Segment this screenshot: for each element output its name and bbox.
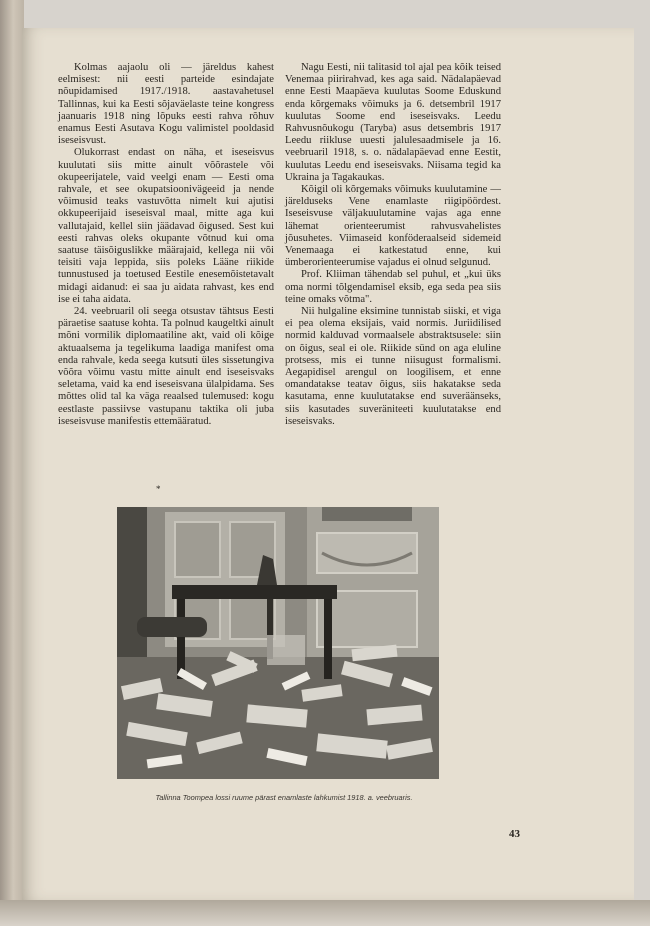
paragraph: Kolmas aajaolu oli — järeldus kahest eelmisest: nii eesti parteide esindajate nõupidamised 1917./1918. aastavahetusel Tallinnas, kui ka Eesti sõjaväelaste teine kongress jaanuaris 1918 ning lõpuks eesti rahva rõhuv enamus Eesti Asutava Kogu valimistel pooldasid iseseisvust. xyxy=(58,62,274,147)
paragraph: Prof. Kliiman tähendab sel puhul, et „kui üks oma normi tõlgendamisel eksib, ega seda pea siis teine omaks võtma". xyxy=(285,269,501,305)
right-text-column xyxy=(285,62,501,428)
page-bottom-edge xyxy=(0,900,650,926)
paragraph: 24. veebruaril oli seega otsustav tähtsus Eesti päraetise saatuse kohta. Ta polnud kaugeltki ainult mõni vormilik diplomaatiline akt, vaid oli kõige aktuaalsema ja tegelikuma laadiga manifest oma enda rahvale, keda seega kutsuti üles sissetungiva võõra võimu vastu mitte ainult end iseseisvaks seletama, vaid ka end iseseisvana ülalpidama. Ses mõttes olid tal ka väga reaalsed tulemused: kogu eestlaste passiivse vastupanu taktika oli juba iseseisvuse manifestis ettemääratud. xyxy=(58,306,274,427)
section-asterisk: * xyxy=(156,484,161,494)
left-text-column xyxy=(58,62,274,428)
page-number: 43 xyxy=(509,828,520,840)
historical-photo xyxy=(117,507,439,779)
paragraph: Nagu Eesti, nii talitasid tol ajal pea kõik teised Venemaa piirirahvad, kes aga said. Nädalapäevad enne Eesti Maapäeva kuulutas Soome Eduskund enda kõrgemaks võimuks ja 6. detsembril 1917 kuulutas Soome end iseseisvaks. Leedu Rahvusnõukogu (Taryba) asus detsembris 1917 Leedu riikluse uuesti jalulesaadmisele ja 16. veebruaril 1918, s. o. nädalapäevad enne Eestit, kuulutas Leedu end iseseisvaks. Niisama tegid ka Ukraina ja Tagakaukas. xyxy=(285,62,501,183)
paragraph: Olukorrast endast on näha, et iseseisvus kuulutati siis mitte ainult võõrastele või okupeerijatele, vaid veelgi enam — Eesti oma rahvale, et see okupatsioonivägeeid ja nende võimusid teaks vastuvõtta nimelt kui ajutisi okkupeerijaid iseseisval maal, mitte aga kui vallutajaid, kellel siin jäädavad õigused. Sest kui eesti rahvas oleks okupante võtnud kui oma saatuse täisõiguslikke määrajaid, kellega nii või teisiti vaja leppida, siis poleks Lääne riikide tunnustused ja toetused Eestile enesemõistetavalt midagi aidanud: ei saa ju aidata rahvast, kes end ise ei taha aidata. xyxy=(58,147,274,305)
paragraph: Kõigil oli kõrgemaks võimuks kuulutamine — järelduseks Vene enamlaste riigipöördest. Iseseisvuse väljakuulutamine vajas aga enne lähemat orienteerumist rahvusvahelistes jõusuhetes. Viimaseid konföderaalseid sidemeid Venemaaga ei katkestatud enne, kui ümberorienteerumise vajadus ei olnud selgunud. xyxy=(285,184,501,269)
paragraph: Nii hulgaline eksimine tunnistab siiski, et viga ei pea olema eksijais, vaid normis. Juriidilised normid kalduvad vormaalsele abstraktsusele: siin on õigus, seal ei ole. Riikide sünd on aga eluline protsess, mis ei tunne niisugust formalismi. Aegapidisel arengul on loogilisem, et enne omandatakse teatav õigus, siis hakatakse seda kasutama, enne kuulutatakse end suveräänseks, siis kasutades suveräniteeti kuulutatakse end iseseisvaks. xyxy=(285,306,501,427)
photo-caption: Tallinna Toompea lossi ruume pärast enamlaste lahkumist 1918. a. veebruaris. xyxy=(155,793,413,802)
book-spine xyxy=(0,0,24,926)
